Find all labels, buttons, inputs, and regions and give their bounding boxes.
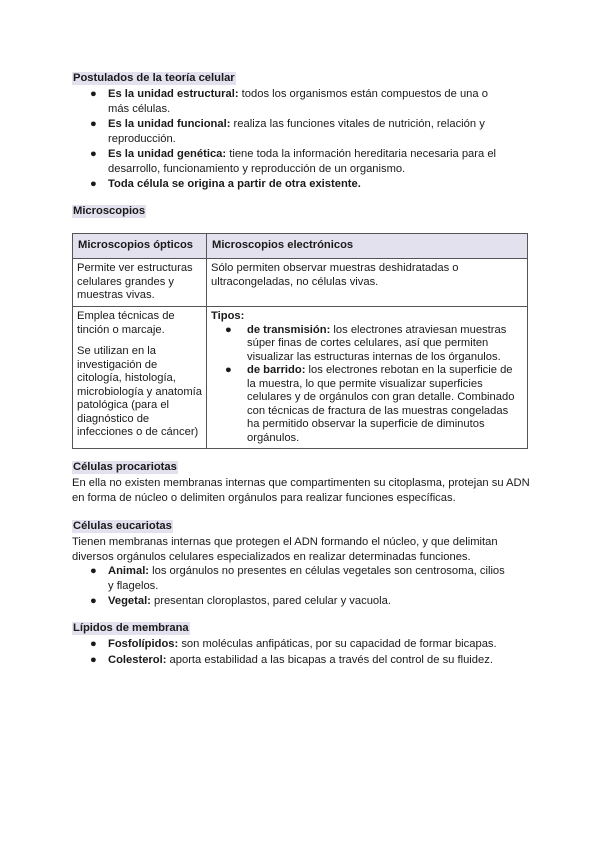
bullet-icon: ● xyxy=(90,565,97,577)
bullet-icon: ● xyxy=(90,653,97,666)
cell-electronico xyxy=(207,307,528,449)
heading-procariotas: Células procariotas xyxy=(73,461,177,473)
cell-paragraph: Se utilizan en la investigación de citología, histología, microbiología y anatomía patológica (para el diagnóstico de infecciones o de cáncer) xyxy=(77,345,202,438)
cell-paragraph: Emplea técnicas de tinción o marcaje. xyxy=(77,310,175,336)
teoria-list xyxy=(72,87,512,193)
item-term: Fosfolípidos: xyxy=(108,638,179,650)
cell-optico xyxy=(73,307,207,449)
table-header-row xyxy=(73,234,528,259)
bullet-icon: ● xyxy=(90,118,97,130)
item-term: Es la unidad estructural: xyxy=(108,88,239,100)
item-term: de transmisión: xyxy=(247,323,331,336)
item-term: de barrido: xyxy=(247,364,306,376)
header-opticos: Microscopios ópticos xyxy=(73,234,207,259)
list-item xyxy=(72,147,512,176)
item-text: los orgánulos no presentes en células vegetales son centrosoma, cilios y flagelos. xyxy=(108,565,505,592)
list-item xyxy=(72,653,532,668)
microscopios-table xyxy=(72,233,528,449)
item-text: aporta estabilidad a las bicapas a través del control de su fluidez. xyxy=(166,653,493,666)
procariotas-text: En ella no existen membranas internas que compartimenten su citoplasma, protejan su ADN en forma de núcleo o delimiten orgánulos para realizar funciones específicas. xyxy=(72,477,530,504)
list-item xyxy=(72,594,512,609)
bullet-icon: ● xyxy=(225,364,232,376)
item-text: tiene toda la información hereditaria necesaria para el desarrollo, funcionamiento y reproducción de un organismo. xyxy=(108,148,497,175)
item-term: Colesterol: xyxy=(108,653,167,666)
heading-eucariotas: Células eucariotas xyxy=(73,520,172,532)
item-text: realiza las funciones vitales de nutrición, relación y reproducción. xyxy=(108,118,485,145)
item-term: Vegetal: xyxy=(108,595,151,607)
item-term: Toda célula se origina a partir de otra existente. xyxy=(108,178,361,190)
item-text: presentan cloroplastos, pared celular y vacuola. xyxy=(150,595,391,607)
item-text: los electrones atraviesan muestras súper finas de cortes celulares, así que permiten visualizar las estructuras internas de los órganulos. xyxy=(247,323,507,363)
item-text: todos los organismos están compuestos de una o más células. xyxy=(108,88,488,115)
list-item xyxy=(72,87,512,116)
list-item xyxy=(72,637,532,652)
bullet-icon: ● xyxy=(225,323,232,336)
heading-lipidos: Lípidos de membrana xyxy=(73,622,189,634)
eucariotas-list xyxy=(72,564,512,610)
list-item xyxy=(211,324,523,365)
tipos-list xyxy=(211,324,523,446)
table-row xyxy=(73,307,528,449)
bullet-icon: ● xyxy=(90,595,97,607)
list-item xyxy=(72,117,512,146)
bullet-icon: ● xyxy=(90,88,97,100)
bullet-icon: ● xyxy=(90,178,97,190)
header-electronicos: Microscopios electrónicos xyxy=(207,234,528,259)
item-term: Es la unidad funcional: xyxy=(108,118,231,130)
item-text: los electrones rebotan en la superficie de la muestra, lo que permite visualizar superficies celulares y de orgánulos con gran detalle. Combinado con técnicas de fractura de las muestras congeladas ha permitido observar la superficie de diminutos orgánulos. xyxy=(247,364,515,444)
list-item xyxy=(72,177,512,192)
cell-optico: Permite ver estructuras celulares grandes y muestras vivas. xyxy=(73,259,207,307)
heading-teoria-celular: Postulados de la teoría celular xyxy=(73,72,235,84)
tipos-label: Tipos: xyxy=(211,310,245,322)
heading-microscopios: Microscopios xyxy=(73,205,146,217)
lipidos-list xyxy=(72,637,532,668)
list-item xyxy=(72,564,512,593)
eucariotas-text: Tienen membranas internas que protegen el ADN formando el núcleo, y que delimitan diversos orgánulos celulares especializados en realizar determinadas funciones. xyxy=(72,536,498,563)
bullet-icon: ● xyxy=(90,148,97,160)
list-item xyxy=(211,364,523,445)
bullet-icon: ● xyxy=(90,638,97,650)
cell-electronico: Sólo permiten observar muestras deshidratadas o ultracongeladas, no células vivas. xyxy=(207,259,528,307)
item-term: Animal: xyxy=(108,565,150,577)
table-row xyxy=(73,259,528,307)
item-text: son moléculas anfipáticas, por su capacidad de formar bicapas. xyxy=(178,638,497,650)
item-term: Es la unidad genética: xyxy=(108,148,227,160)
